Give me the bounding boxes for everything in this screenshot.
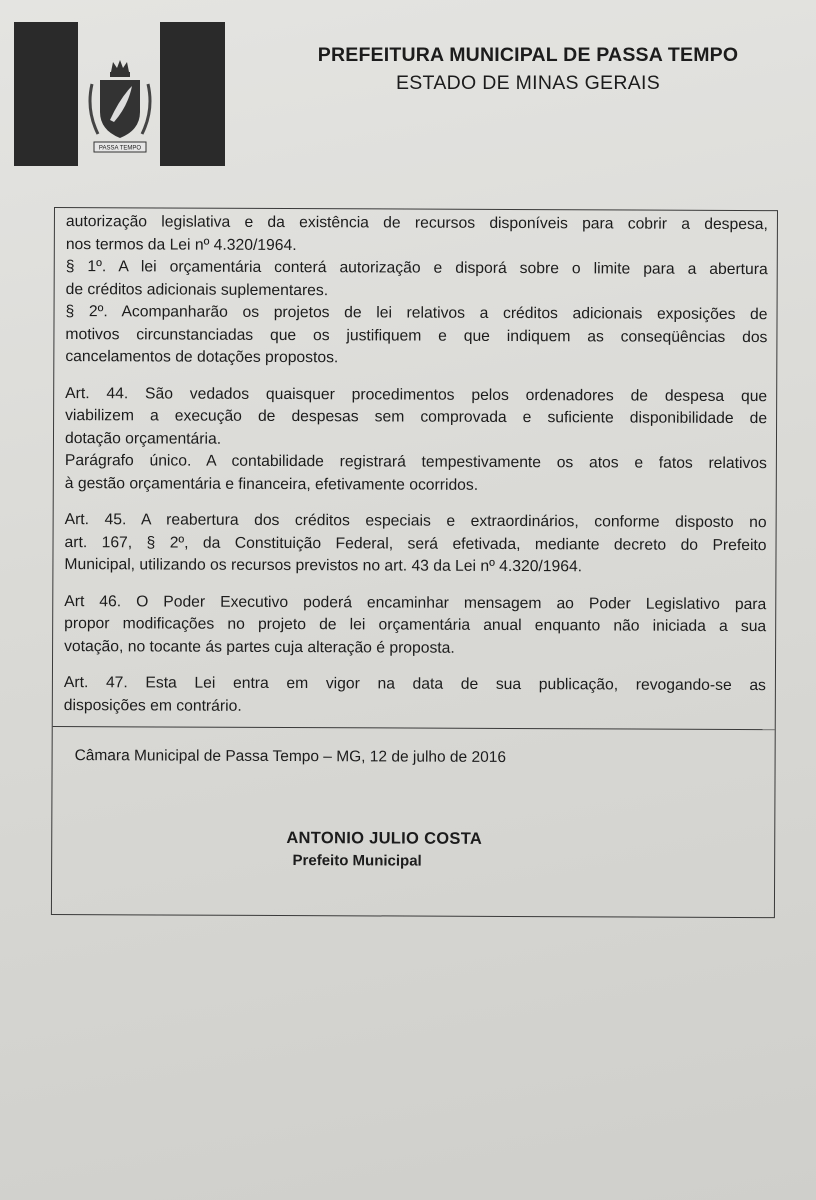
text-line: viabilizem a execução de despesas sem comprovada e suficiente disponibilidade de — [65, 407, 768, 428]
text-line: cancelamentos de dotações propostos. — [65, 348, 339, 367]
text-line: § 2º. Acompanharão os projetos de lei relativos a créditos adicionais exposições de — [65, 303, 768, 324]
text-line: motivos circunstanciadas que os justifiquem e que indiquem as conseqüências dos — [65, 325, 768, 346]
document-header — [258, 44, 798, 95]
municipal-flag — [14, 22, 225, 166]
text-line: art. 167, § 2º, da Constituição Federal, será efetivada, mediante decreto do Prefeito — [64, 533, 767, 554]
paragraph — [64, 591, 766, 662]
flag-band-left — [14, 22, 78, 166]
text-line: Municipal, utilizando os recursos previstos no art. 43 da Lei nº 4.320/1964. — [64, 556, 583, 576]
document-frame — [51, 207, 778, 918]
municipality-name: PREFEITURA MUNICIPAL DE PASSA TEMPO — [317, 44, 739, 66]
text-line: propor modificações no projeto de lei orçamentária anual enquanto não iniciada a sua — [64, 615, 767, 636]
document-body — [64, 211, 768, 734]
text-line: § 1º. A lei orçamentária conterá autorização e disporá sobre o limite para a abertura — [65, 258, 768, 279]
signatory-title: Prefeito Municipal — [292, 852, 422, 870]
paragraph — [65, 211, 768, 372]
signatory-name: ANTONIO JULIO COSTA — [286, 829, 483, 848]
crest-scroll-text: PASSA TEMPO — [98, 145, 142, 152]
text-line: Art. 47. Esta Lei entra em vigor na data de sua publicação, revogando-se as — [63, 674, 766, 695]
paragraph — [64, 509, 766, 580]
coat-of-arms-icon — [82, 58, 158, 156]
paragraph — [64, 672, 766, 720]
text-line: Parágrafo único. A contabilidade registrará tempestivamente os atos e fatos relativos — [64, 452, 767, 473]
text-line: Art 46. O Poder Executivo poderá encaminhar mensagem ao Poder Legislativo para — [64, 592, 767, 613]
text-line: dotação orçamentária. — [64, 429, 222, 448]
place-date: Câmara Municipal de Passa Tempo – MG, 12 de julho de 2016 — [74, 747, 507, 766]
text-line: autorização legislativa e da existência de recursos disponíveis para cobrir a despesa, — [65, 213, 768, 234]
paragraph — [65, 383, 767, 499]
state-name: ESTADO DE MINAS GERAIS — [395, 72, 661, 94]
text-line: votação, no tocante ás partes cuja alteração é proposta. — [64, 637, 455, 657]
text-line: nos termos da Lei nº 4.320/1964. — [65, 235, 297, 254]
text-line: à gestão orçamentária e financeira, efetivamente ocorridos. — [64, 474, 479, 494]
text-line: Art. 44. São vedados quaisquer procedimentos pelos ordenadores de despesa que — [65, 384, 768, 405]
signature-block — [52, 828, 774, 871]
text-line: disposições em contrário. — [63, 696, 242, 715]
text-line: Art. 45. A reabertura dos créditos especiais e extraordinários, conforme disposto no — [64, 511, 767, 532]
text-line: de créditos adicionais suplementares. — [65, 280, 329, 299]
flag-band-right — [160, 22, 225, 166]
